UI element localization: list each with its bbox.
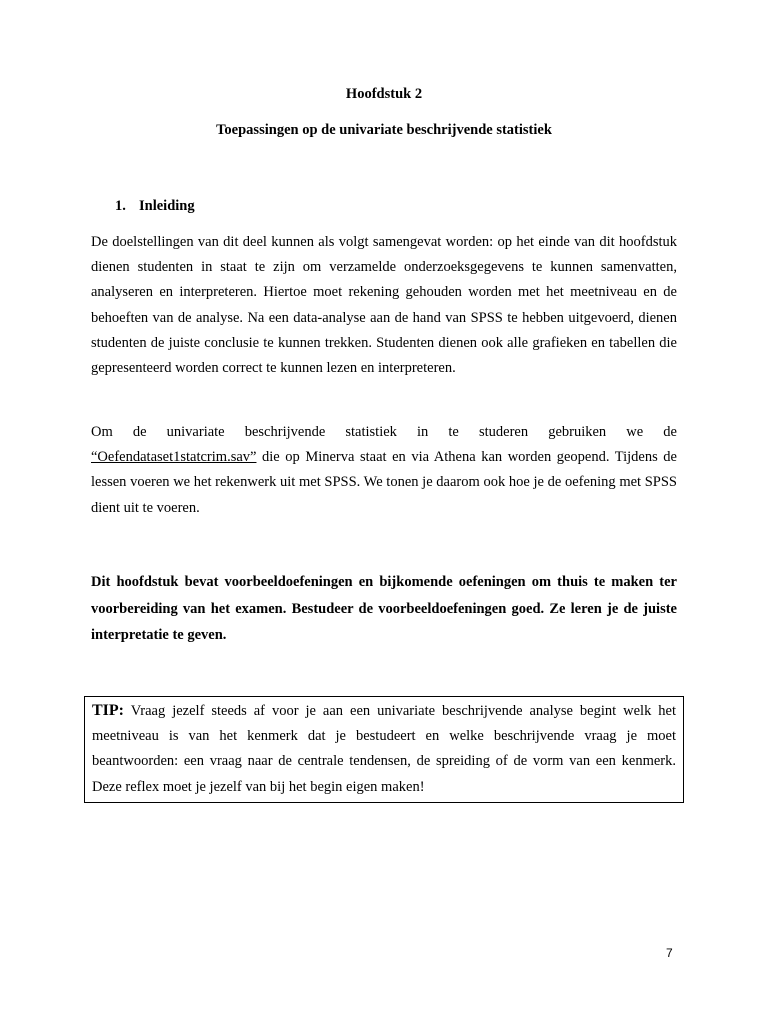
dataset-paragraph — [91, 420, 677, 521]
dataset-file-link[interactable]: “Oefendataset1statcrim.sav” — [91, 449, 257, 466]
section-heading — [115, 198, 195, 215]
intro-paragraph: De doelstellingen van dit deel kunnen als volgt samengevat worden: op het einde van dit hoofdstuk dienen studenten in staat te zijn om verzamelde onderzoeksgegevens te kunnen samenvatten, analyseren en interpreteren. Hiertoe moet rekening gehouden worden met het meetniveau en de behoeften van de analyse. Na een data-analyse aan de hand van SPSS te hebben uitgevoerd, dienen studenten de juiste conclusie te kunnen trekken. Studenten dienen ook alle grafieken en tabellen die gepresenteerd worden correct te kunnen lezen en interpreteren. — [91, 234, 677, 377]
dataset-text-before: Om de univariate beschrijvende statistiek in te studeren gebruiken we de — [91, 424, 677, 440]
tip-label: TIP: — [92, 702, 124, 719]
tip-box — [84, 696, 684, 803]
chapter-label: Hoofdstuk 2 — [345, 86, 423, 102]
tip-paragraph — [92, 698, 676, 800]
page-number: 7 — [666, 946, 673, 960]
chapter-title: Toepassingen op de univariate beschrijvende statistiek — [216, 122, 552, 138]
dataset-text-after: die op Minerva staat en via Athena kan worden geopend. Tijdens de lessen voeren we het rekenwerk uit met SPSS. We tonen je daarom ook hoe je de oefening met SPSS dient uit te voeren. — [91, 449, 677, 516]
tip-text: Vraag jezelf steeds af voor je aan een univariate beschrijvende analyse begint welk het meetniveau is van het kenmerk dat je bestudeert en welke beschrijvende vraag je moet beantwoorden: een vraag naar de centrale tendensen, de spreiding of de vorm van een kenmerk. Deze reflex moet je jezelf van bij het begin eigen maken! — [92, 703, 676, 795]
section-title: Inleiding — [139, 198, 195, 214]
exercises-notice: Dit hoofdstuk bevat voorbeeldoefeningen en bijkomende oefeningen om thuis te maken ter voorbereiding van het examen. Bestudeer de voorbeeldoefeningen goed. Ze leren je de juiste interpretatie te geven. — [91, 574, 677, 644]
section-number: 1. — [115, 198, 126, 214]
